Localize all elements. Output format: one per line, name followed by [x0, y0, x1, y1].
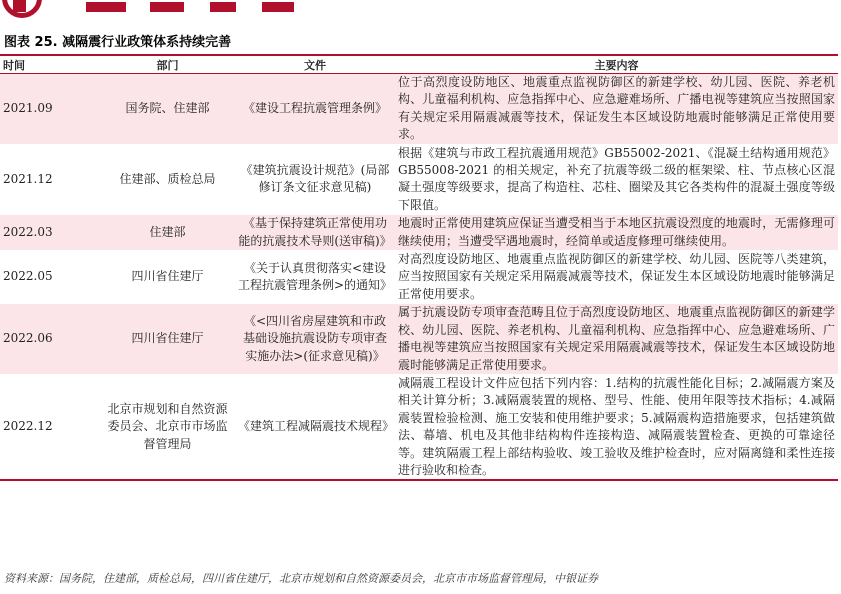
brand-name-glyph: [86, 2, 126, 12]
cell-document: 《建筑工程减隔震技术规程》: [238, 419, 395, 434]
cell-time: 2022.06: [3, 331, 53, 346]
cell-document: 《<四川省房屋建筑和市政基础设施抗震设防专项审查实施办法>(征求意见稿)》: [242, 313, 387, 363]
cell-content: 根据《建筑与市政工程抗震通用规范》GB55002-2021、《混凝土结构通用规范》GB55008-2021 的相关规定，补充了抗震等级二级的框架梁、柱、节点核心区混凝土强度等级要求，提高了构造柱、芯柱、圈梁及其它各类构件的混凝土强度等级下限值。: [398, 145, 835, 212]
cell-content: 属于抗震设防专项审查范畴且位于高烈度设防地区、地震重点监视防御区的新建学校、幼儿园、医院、养老机构、儿童福利机构、应急指挥中心、应急避难场所、广播电视等建筑应当按照国家有关规定采用隔震减震等技术，保证发生本区域设防地震时能够满足正常使用要求。: [398, 305, 835, 372]
cell-content: 对高烈度设防地区、地震重点监视防御区的新建学校、幼儿园、医院等八类建筑，应当按照国家有关规定采用隔震减震等技术，保证发生本区域设防地震时能够满足正常使用要求。: [398, 252, 835, 301]
cell-department: 北京市规划和自然资源委员会、北京市市场监督管理局: [107, 402, 228, 451]
cell-document: 《关于认真贯彻落实<建设工程抗震管理条例>的通知》: [238, 260, 393, 293]
cell-time: 2022.03: [3, 224, 53, 239]
cell-content: 减隔震工程设计文件应包括下列内容：1.结构的抗震性能化目标；2.减隔震方案及相关计算分析；3.减隔震装置的规格、型号、性能、使用年限等技术指标；4.减隔震装置检验检测、施工安装和使用维护要求；5.减隔震构造措施要求，包括建筑做法、幕墙、机电及其他非结构构件连接构造、减隔震装置检查、更换的可靠途径等。建筑隔震工程上部结构验收、竣工验收及维护检查时，应对隔离缝和柔性连接进行验收和检查。: [398, 375, 835, 477]
policy-table: [0, 54, 838, 481]
column-header-dept: 部门: [100, 55, 235, 74]
cell-department: 四川省住建厅: [131, 269, 204, 284]
bank-logo-inner: [13, 0, 26, 12]
cell-department: 国务院、住建部: [125, 101, 210, 116]
cell-document: 《基于保持建筑正常使用功能的抗震技术导则(送审稿)》: [238, 216, 392, 248]
column-header-content: 主要内容: [395, 55, 838, 74]
brand-name-glyph: [210, 2, 236, 12]
cell-department: 住建部、质检总局: [119, 171, 216, 186]
cell-time: 2022.05: [3, 269, 53, 284]
figure-title: 图表 25. 减隔震行业政策体系持续完善: [4, 35, 232, 50]
table-row: [0, 374, 838, 480]
cell-time: 2021.12: [3, 171, 53, 186]
table-row: [0, 215, 838, 251]
cell-time: 2021.09: [3, 101, 53, 116]
source-note: 资料来源：国务院，住建部，质检总局，四川省住建厅，北京市规划和自然资源委员会，北京市市场监督管理局，中银证券: [4, 572, 598, 585]
cell-document: 《建筑抗震设计规范》(局部修订条文征求意见稿): [240, 163, 390, 195]
table-row: [0, 251, 838, 304]
brand-name-glyph: [150, 2, 184, 12]
cell-document: 《建设工程抗震管理条例》: [242, 101, 387, 116]
cell-department: 四川省住建厅: [131, 331, 204, 346]
cell-department: 住建部: [149, 224, 186, 239]
column-header-document: 文件: [235, 55, 395, 74]
table-body: [0, 74, 838, 481]
brand-logo-strip: [0, 0, 841, 18]
cell-time: 2022.12: [3, 419, 53, 434]
table-row: [0, 304, 838, 375]
table-row: [0, 74, 838, 145]
table-header-row: [0, 55, 838, 74]
table-row: [0, 144, 838, 215]
cell-content: 地震时正常使用建筑应保证当遭受相当于本地区抗震设烈度的地震时，无需修理可继续使用；当遭受罕遇地震时，经简单或适度修理可继续使用。: [398, 216, 835, 248]
brand-name-glyph: [262, 2, 294, 12]
column-header-time: 时间: [0, 55, 100, 74]
cell-content: 位于高烈度设防地区、地震重点监视防御区的新建学校、幼儿园、医院、养老机构、儿童福利机构、应急指挥中心、应急避难场所、广播电视等建筑应当按照国家有关规定采用隔震减震等技术，保证发生本区域设防地震时能够满足正常使用要求。: [398, 75, 835, 142]
